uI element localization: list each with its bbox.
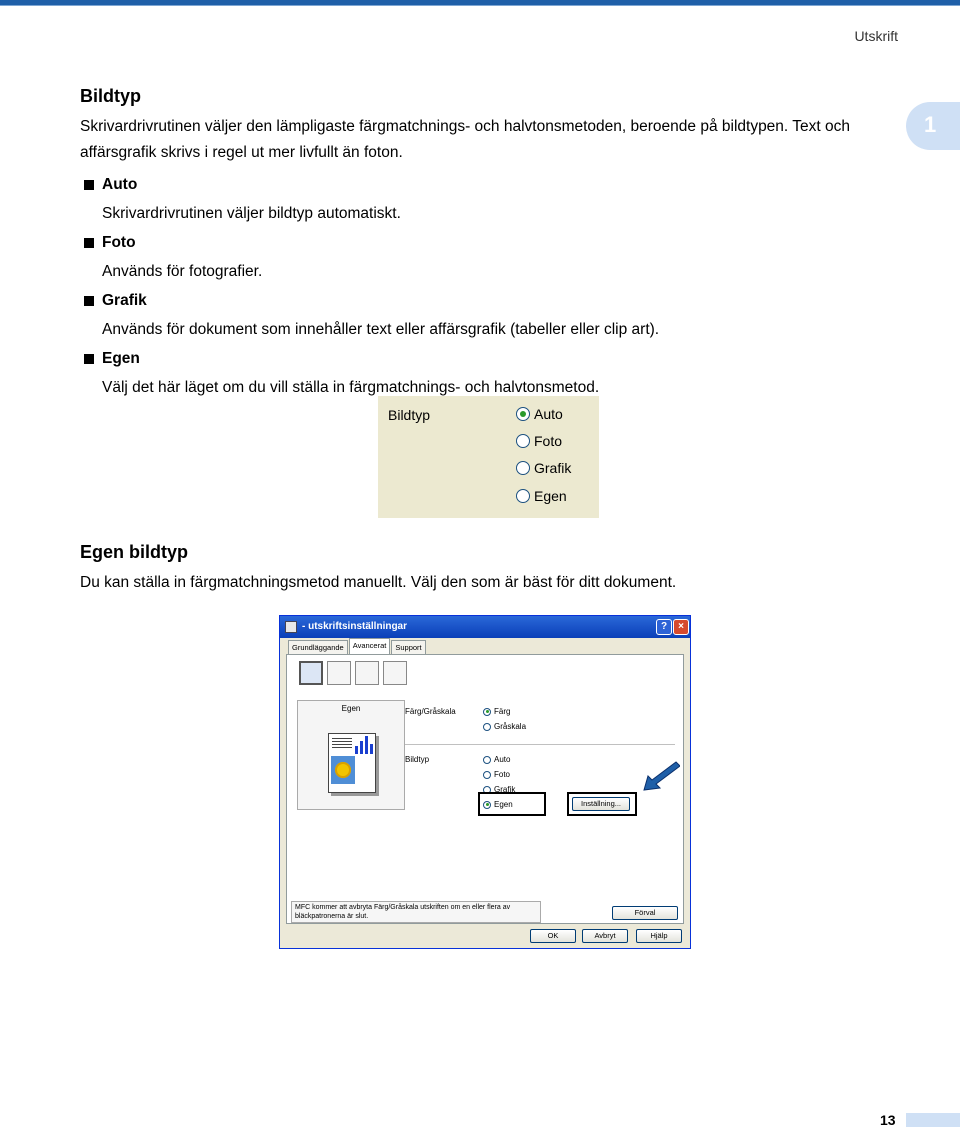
section-heading: Bildtyp bbox=[80, 86, 141, 106]
radio-auto[interactable]: Auto bbox=[516, 406, 563, 422]
intro-text: Skrivardrivrutinen väljer den lämpligaste färgmatchnings- och halvtonsmetoden, beroende på bildtypen. Text och affärsgrafik skrivs i regel ut mer livfullt än foton. bbox=[80, 118, 850, 161]
radio-grafik[interactable]: Grafik bbox=[516, 460, 571, 476]
bullet-foto-title: Foto bbox=[80, 228, 900, 258]
radio-icon bbox=[516, 434, 530, 448]
preview-pane bbox=[297, 700, 405, 810]
radio-auto-small[interactable]: Auto bbox=[483, 755, 510, 764]
dialog-titlebar bbox=[280, 616, 690, 638]
chapter-number: 1 bbox=[924, 112, 937, 137]
radio-icon bbox=[516, 461, 530, 475]
bullet-grafik-title: Grafik bbox=[80, 286, 900, 316]
scaling-icon[interactable] bbox=[327, 661, 351, 685]
device-options-icon[interactable] bbox=[383, 661, 407, 685]
section2-text: Du kan ställa in färgmatchningsmetod manuellt. Välj den som är bäst för ditt dokument. bbox=[80, 574, 677, 591]
tab-grundlaggande[interactable]: Grundläggande bbox=[288, 640, 348, 654]
radio-icon bbox=[483, 756, 491, 764]
bullet-egen-desc: Välj det här läget om du vill ställa in färgmatchnings- och halvtonsmetod. bbox=[102, 379, 600, 396]
cancel-button[interactable]: Avbryt bbox=[582, 929, 628, 943]
feature-icon-bar bbox=[299, 661, 407, 685]
tab-bar bbox=[288, 640, 427, 654]
separator bbox=[405, 744, 675, 745]
radio-farg[interactable]: Färg bbox=[483, 707, 510, 716]
egen-highlight-box bbox=[478, 792, 546, 816]
radio-icon bbox=[516, 489, 530, 503]
radio-egen-small[interactable]: Egen bbox=[483, 800, 513, 809]
help-icon[interactable]: ? bbox=[656, 619, 672, 635]
bullet-foto-desc: Används för fotografier. bbox=[102, 263, 263, 280]
default-button[interactable]: Förval bbox=[612, 906, 678, 920]
radio-icon bbox=[483, 723, 491, 731]
radio-selected-icon bbox=[516, 407, 530, 421]
chapter-tab bbox=[906, 102, 960, 150]
radio-foto[interactable]: Foto bbox=[516, 433, 562, 449]
dialog-title: - utskriftsinställningar bbox=[302, 621, 408, 632]
radio-selected-icon bbox=[483, 708, 491, 716]
settings-highlight-box bbox=[567, 792, 637, 816]
text-lines-icon bbox=[332, 738, 352, 750]
radio-grafik-small[interactable]: Grafik bbox=[483, 785, 515, 794]
watermark-icon[interactable] bbox=[355, 661, 379, 685]
info-message: MFC kommer att avbryta Färg/Gråskala utskriften om en eller flera av bläckpatronerna är slut. bbox=[291, 901, 541, 923]
printer-icon bbox=[285, 621, 297, 633]
pointer-arrow-icon bbox=[640, 760, 680, 792]
ok-button[interactable]: OK bbox=[530, 929, 576, 943]
color-settings-icon[interactable] bbox=[299, 661, 323, 685]
top-rule bbox=[0, 0, 960, 5]
color-group-label: Färg/Gråskala bbox=[405, 707, 456, 716]
print-settings-dialog bbox=[279, 615, 691, 949]
radio-icon bbox=[483, 771, 491, 779]
bildtyp-label: Bildtyp bbox=[388, 407, 431, 423]
page-number: 13 bbox=[880, 1112, 896, 1128]
tab-avancerat[interactable]: Avancerat bbox=[349, 638, 391, 654]
radio-foto-small[interactable]: Foto bbox=[483, 770, 510, 779]
bullet-egen-title: Egen bbox=[80, 344, 900, 374]
bar-chart-icon bbox=[355, 736, 375, 754]
section-egen-bildtyp bbox=[80, 540, 900, 600]
tab-support[interactable]: Support bbox=[391, 640, 425, 654]
preview-page-icon bbox=[328, 733, 376, 793]
close-icon[interactable]: × bbox=[673, 619, 689, 635]
settings-button[interactable]: Inställning... bbox=[572, 797, 630, 811]
bullet-auto-desc: Skrivardrivrutinen väljer bildtyp automatiskt. bbox=[102, 205, 401, 222]
bullet-auto-title: Auto bbox=[80, 170, 900, 200]
imagetype-group-label: Bildtyp bbox=[405, 755, 430, 764]
preview-caption: Egen bbox=[341, 704, 361, 713]
radio-graskala[interactable]: Gråskala bbox=[483, 722, 526, 731]
section-bildtyp bbox=[80, 84, 900, 402]
bullet-grafik-desc: Används för dokument som innehåller text eller affärsgrafik (tabeller eller clip art). bbox=[102, 321, 660, 338]
section2-heading: Egen bildtyp bbox=[80, 542, 188, 562]
bildtyp-screenshot bbox=[378, 396, 599, 518]
header-title: Utskrift bbox=[854, 28, 898, 44]
radio-egen[interactable]: Egen bbox=[516, 488, 567, 504]
footer-bar bbox=[906, 1113, 960, 1127]
help-button[interactable]: Hjälp bbox=[636, 929, 682, 943]
tab-panel bbox=[286, 654, 684, 924]
sunflower-photo-icon bbox=[331, 756, 355, 784]
